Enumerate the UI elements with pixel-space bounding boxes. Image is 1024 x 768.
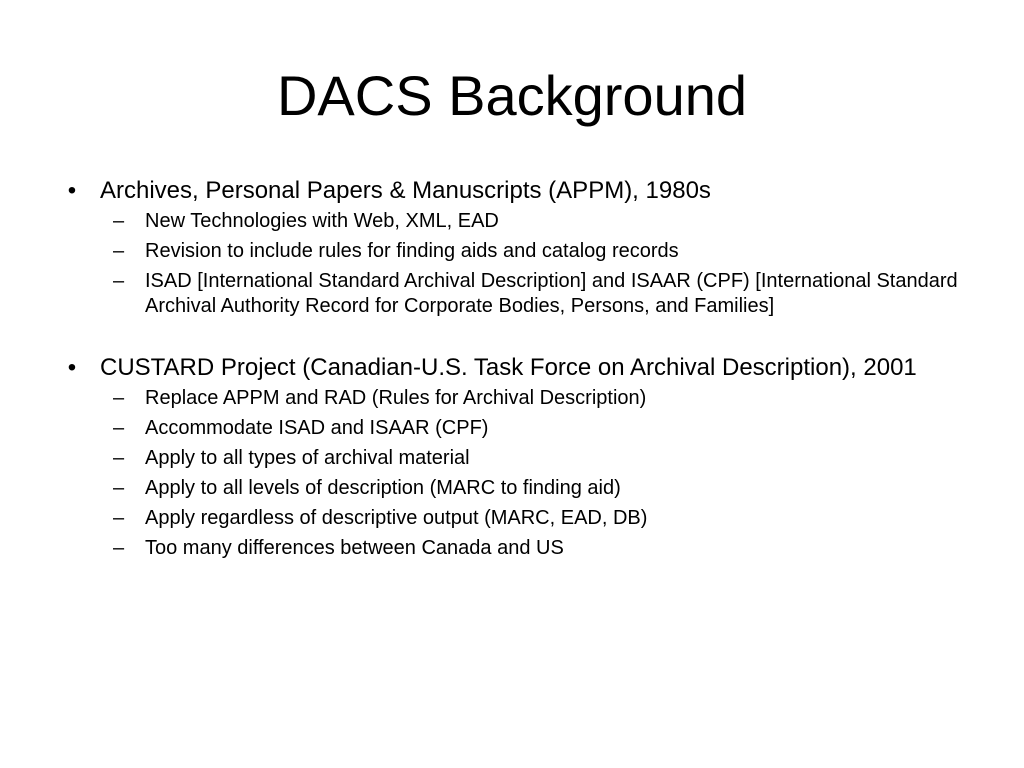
sub-bullet-list xyxy=(100,209,960,319)
dash-marker: – xyxy=(113,270,125,292)
bullet-marker: • xyxy=(67,354,77,381)
sub-bullet xyxy=(100,446,960,471)
sub-bullet xyxy=(100,269,960,319)
sub-bullet-list xyxy=(100,386,960,561)
sub-bullet-text: Accommodate ISAD and ISAAR (CPF) xyxy=(145,417,489,439)
sub-bullet-text: New Technologies with Web, XML, EAD xyxy=(145,210,499,232)
sub-bullet-text: Replace APPM and RAD (Rules for Archival Description) xyxy=(145,387,647,409)
dash-marker: – xyxy=(113,537,125,559)
dash-marker: – xyxy=(113,210,125,232)
slide-body xyxy=(60,178,960,561)
sub-bullet xyxy=(100,506,960,531)
sub-bullet xyxy=(100,416,960,441)
bullet-custard xyxy=(60,355,960,561)
sub-bullet-text: Too many differences between Canada and US xyxy=(145,537,564,559)
bullet-text: CUSTARD Project (Canadian-U.S. Task Force on Archival Description), 2001 xyxy=(100,354,917,381)
sub-bullet xyxy=(100,209,960,234)
sub-bullet xyxy=(100,536,960,561)
dash-marker: – xyxy=(113,387,125,409)
sub-bullet-text: Revision to include rules for finding aids and catalog records xyxy=(145,240,679,262)
sub-bullet-text: ISAD [International Standard Archival Description] and ISAAR (CPF) [International Standard Archival Authority Record for Corporate Bodies, Persons, and Families] xyxy=(145,270,958,317)
dash-marker: – xyxy=(113,447,125,469)
dash-marker: – xyxy=(113,507,125,529)
sub-bullet-text: Apply to all types of archival material xyxy=(145,447,470,469)
slide-title: DACS Background xyxy=(276,64,747,127)
dash-marker: – xyxy=(113,240,125,262)
sub-bullet-text: Apply to all levels of description (MARC to finding aid) xyxy=(145,477,621,499)
sub-bullet xyxy=(100,386,960,411)
sub-bullet-text: Apply regardless of descriptive output (MARC, EAD, DB) xyxy=(145,507,648,529)
bullet-marker: • xyxy=(67,177,77,204)
dash-marker: – xyxy=(113,477,125,499)
bullet-text: Archives, Personal Papers & Manuscripts (APPM), 1980s xyxy=(100,177,711,204)
bullet-appm xyxy=(60,178,960,319)
sub-bullet xyxy=(100,239,960,264)
dash-marker: – xyxy=(113,417,125,439)
sub-bullet xyxy=(100,476,960,501)
